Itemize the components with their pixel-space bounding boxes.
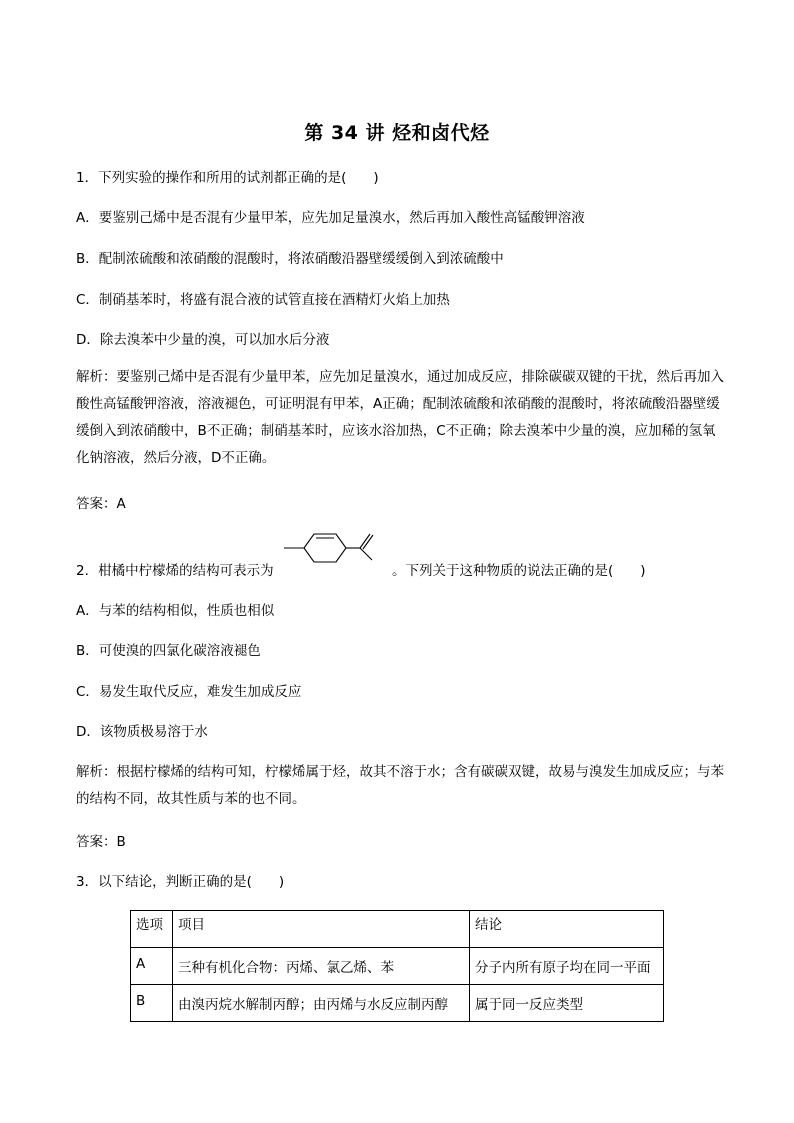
page-title: 第 34 讲 烃和卤代烃 bbox=[304, 122, 490, 144]
q1-stem: 1．下列实验的操作和所用的试剂都正确的是( ) bbox=[76, 170, 379, 186]
q3-stem: 3．以下结论，判断正确的是( ) bbox=[76, 874, 285, 890]
q1-option-d: D．除去溴苯中少量的溴，可以加水后分液 bbox=[76, 332, 330, 348]
q2-stem-after: 。下列关于这种物质的说法正确的是( ) bbox=[392, 563, 646, 579]
q2-option-b: B．可使溴的四氯化碳溶液褪色 bbox=[76, 643, 261, 659]
table-header-cell: 项目 bbox=[173, 911, 470, 948]
q1-option-a: A．要鉴别己烯中是否混有少量甲苯，应先加足量溴水，然后再加入酸性高锰酸钾溶液 bbox=[76, 210, 585, 226]
q2-stem-before: 2．柑橘中柠檬烯的结构可表示为 bbox=[76, 563, 274, 579]
table-header-row bbox=[131, 911, 664, 948]
q2-answer: 答案：B bbox=[76, 834, 126, 850]
q2-option-d: D．该物质极易溶于水 bbox=[76, 724, 208, 740]
q1-analysis: 解析：要鉴别己烯中是否混有少量甲苯，应先加足量溴水，通过加成反应，排除碳碳双键的干扰，然后再加入酸性高锰酸钾溶液，溶液褪色，可证明混有甲苯，A正确；配制浓硫酸和浓硝酸的混酸时，将浓硫酸沿器壁缓缓倒入到浓硝酸中，B不正确；制硝基苯时，应该水浴加热，C不正确；除去溴苯中少量的溴，应加稀的氢氧化钠溶液，然后分液，D不正确。 bbox=[76, 369, 724, 466]
q1-answer: 答案：A bbox=[76, 496, 126, 512]
table-cell: 由溴丙烷水解制丙醇；由丙烯与水反应制丙醇 bbox=[173, 985, 470, 1022]
q3-options-table bbox=[130, 910, 664, 1022]
q2-option-c: C．易发生取代反应，难发生加成反应 bbox=[76, 684, 302, 700]
table-header-cell: 选项 bbox=[131, 911, 173, 948]
table-row bbox=[131, 985, 664, 1022]
table-cell: 分子内所有原子均在同一平面 bbox=[470, 948, 664, 985]
q1-option-b: B．配制浓硫酸和浓硝酸的混酸时，将浓硝酸沿器壁缓缓倒入到浓硫酸中 bbox=[76, 251, 504, 267]
q1-option-c: C．制硝基苯时，将盛有混合液的试管直接在酒精灯火焰上加热 bbox=[76, 292, 450, 308]
table-cell: 属于同一反应类型 bbox=[470, 985, 664, 1022]
limonene-structure-diagram bbox=[284, 530, 392, 576]
table-cell: B bbox=[131, 985, 173, 1022]
q2-option-a: A．与苯的结构相似，性质也相似 bbox=[76, 603, 275, 619]
table-cell: 三种有机化合物：丙烯、氯乙烯、苯 bbox=[173, 948, 470, 985]
q2-analysis: 解析：根据柠檬烯的结构可知，柠檬烯属于烃，故其不溶于水；含有碳碳双键，故易与溴发生加成反应；与苯的结构不同，故其性质与苯的也不同。 bbox=[76, 764, 724, 807]
table-cell: A bbox=[131, 948, 173, 985]
table-row bbox=[131, 948, 664, 985]
table-header-cell: 结论 bbox=[470, 911, 664, 948]
